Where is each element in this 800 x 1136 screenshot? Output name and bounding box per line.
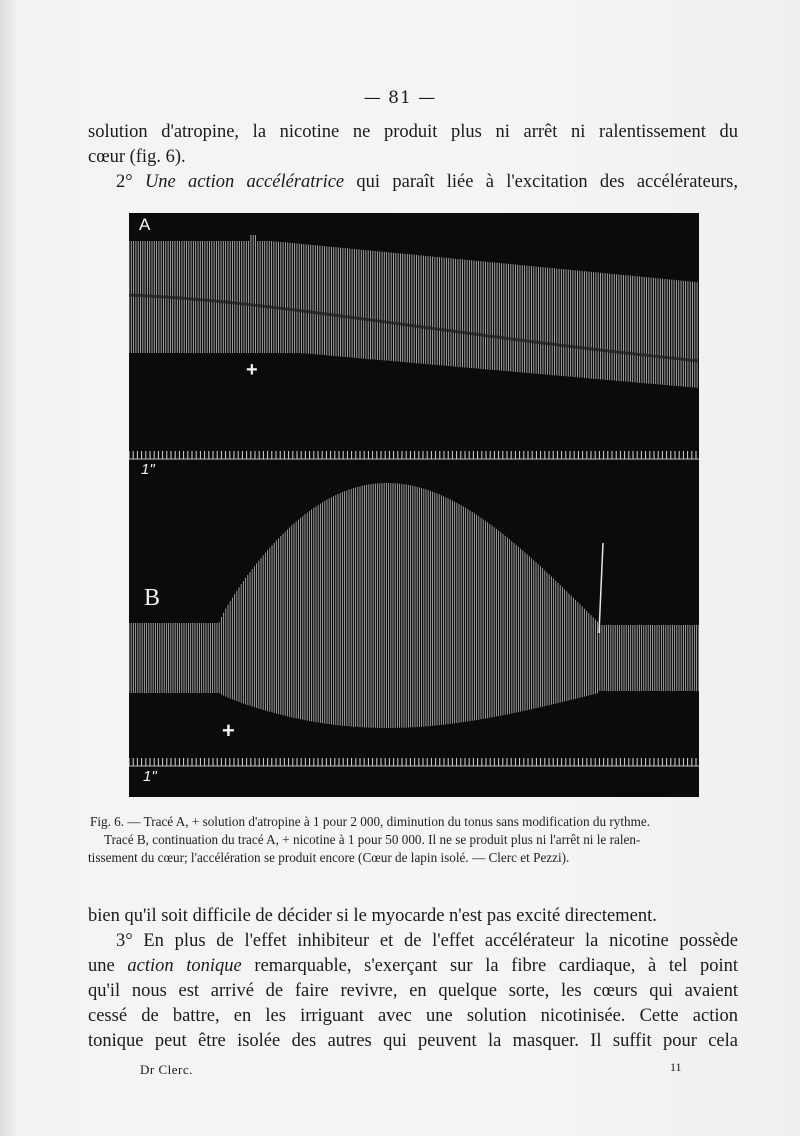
paragraph-top xyxy=(88,120,738,195)
trace-plot xyxy=(129,213,699,797)
trace-b-label: B xyxy=(144,585,161,611)
injection-marker-b: + xyxy=(222,718,235,743)
trace-a-label: A xyxy=(139,215,151,234)
text-line: tonique peut être isolée des autres qui peuvent la masquer. Il suffit pour cela xyxy=(88,1031,738,1051)
text-line: bien qu'il soit difficile de décider si le myocarde n'est pas excité directement. xyxy=(88,906,657,926)
italic-phrase: action tonique xyxy=(127,956,242,976)
time-mark-b: 1" xyxy=(143,768,157,785)
text-line: 3° En plus de l'effet inhibiteur et de l'effet accélérateur la nicotine possède xyxy=(116,931,738,951)
text-line: une action tonique remarquable, s'exerçant sur la fibre cardiaque, à tel point xyxy=(88,956,739,976)
text-line: 2° Une action accélératrice qui paraît liée à l'excitation des accélérateurs, xyxy=(116,172,738,192)
time-mark-a: 1" xyxy=(141,461,155,478)
injection-marker-a: + xyxy=(246,359,258,381)
text-line: cessé de battre, en les irriguant avec une solution nicotinisée. Cette action xyxy=(88,1006,738,1026)
text-line: solution d'atropine, la nicotine ne produit plus ni arrêt ni ralentissement du xyxy=(88,122,738,142)
text-line: cœur (fig. 6). xyxy=(88,147,186,167)
italic-phrase: Une action accélératrice xyxy=(144,172,345,192)
page-number: — 81 — xyxy=(363,88,437,108)
caption-line: tissement du cœur; l'accélération se produit encore (Cœur de lapin isolé. — Clerc et Pezzi). xyxy=(88,850,570,865)
figure-caption xyxy=(88,813,738,867)
caption-line: Fig. 6. — Tracé A, + solution d'atropine à 1 pour 2 000, diminution du tonus sans modification du rythme. xyxy=(90,814,650,829)
paragraph-bottom xyxy=(88,904,738,1054)
footer-signature: 11 xyxy=(670,1060,682,1074)
footer-author: Dr Clerc. xyxy=(140,1062,193,1077)
kymograph-figure xyxy=(129,213,699,797)
text-line: qu'il nous est arrivé de faire revivre, en quelque sorte, les cœurs qui avaient xyxy=(88,981,738,1001)
caption-line: Tracé B, continuation du tracé A, + nicotine à 1 pour 50 000. Il ne se produit plus ni l'arrêt ni le ralen- xyxy=(104,832,641,847)
